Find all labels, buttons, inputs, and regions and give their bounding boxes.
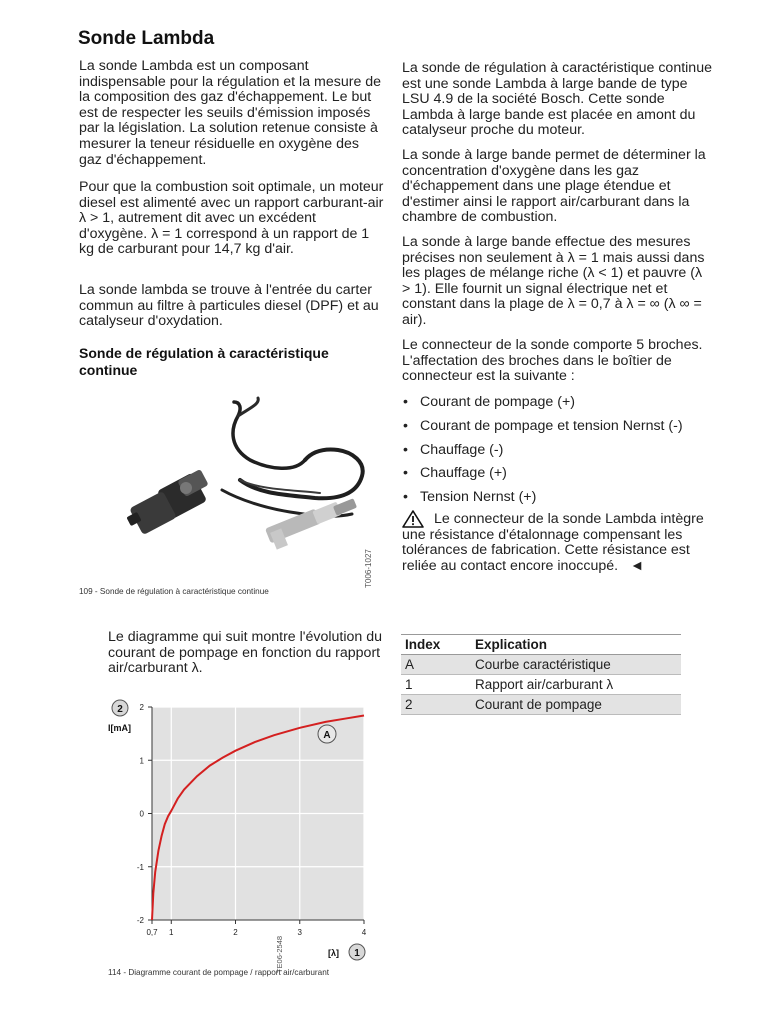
curve-marker-a [318, 725, 336, 743]
location-paragraph: La sonde lambda se trouve à l'entrée du carter commun au filtre à particules diesel (DPF) et au catalyseur d'oxydation. [79, 282, 379, 330]
x-axis-marker [349, 944, 365, 960]
right-paragraph-1: La sonde de régulation à caractéristique continue est une sonde Lambda à large bande de type LSU 4.9 de la société Bosch. Cette sonde Lambda à large bande est placée en amont du catalyseur proche du moteur. [402, 60, 712, 139]
list-item: • Courant de pompage et tension Nernst (-) [402, 417, 722, 441]
diagram-figure-code: TE06-2548 [275, 935, 285, 974]
pump-current-chart [100, 690, 400, 990]
y-axis-marker [112, 700, 128, 716]
figure-code: T006-1027 [363, 549, 373, 588]
table-row [401, 655, 681, 675]
lambda-sensor-figure [90, 390, 390, 590]
x-tick-label: 0,7 [146, 928, 158, 937]
table-header-index: Index [401, 635, 475, 655]
y-tick-label: 2 [139, 703, 144, 712]
table-cell: Courbe caractéristique [475, 655, 681, 675]
right-paragraph-4: Le connecteur de la sonde comporte 5 broches. L'affectation des broches dans le boîtier de connecteur est la suivante : [402, 337, 703, 385]
page-title: Sonde Lambda [78, 28, 215, 49]
pin-list [402, 393, 722, 512]
x-tick-label: 1 [169, 928, 174, 937]
combustion-paragraph: Pour que la combustion soit optimale, un moteur diesel est alimenté avec un rapport carburant-air λ > 1, autrement dit avec un excédent d'oxygène. λ = 1 correspond à un rapport de 1 kg de carburant pour 14,7 kg d'air. [79, 179, 384, 258]
x-axis [146, 920, 366, 937]
x-tick-label: 4 [361, 928, 367, 937]
table-cell: Courant de pompage [475, 695, 681, 715]
x-tick-label: 2 [233, 928, 238, 937]
table-header-explication: Explication [475, 635, 681, 655]
y-tick-label: -2 [136, 916, 144, 925]
section-subheading: Sonde de régulation à caractéristique continue [79, 345, 329, 378]
list-item: • Tension Nernst (+) [402, 488, 722, 512]
right-paragraph-2: La sonde à large bande permet de déterminer la concentration d'oxygène dans les gaz d'échappement dans une plage étendue et d'estimer ainsi le rapport air/carburant dans la chambre de combustion. [402, 147, 706, 226]
right-paragraph-3: La sonde à large bande effectue des mesures précises non seulement à λ = 1 mais aussi dans les plages de mélange riche (λ < 1) et pauvre (λ > 1). Elle fournit un signal électrique net et constant dans la plage de λ = 0,7 à λ = ∞ (λ ∞ = air). [402, 234, 705, 328]
end-marker: ◄ [629, 557, 644, 574]
y-axis-title: I[mA] [108, 723, 131, 733]
x-axis-title: [λ] [328, 948, 339, 958]
index-table [401, 634, 681, 715]
y-axis [137, 703, 152, 925]
figure-caption: 109 - Sonde de régulation à caractéristique continue [79, 587, 269, 596]
y-tick-label: -1 [136, 862, 144, 872]
table-row [401, 695, 681, 715]
warning-paragraph [402, 512, 712, 574]
table-cell: A [401, 655, 475, 675]
table-cell: 2 [401, 695, 475, 715]
diagram-intro: Le diagramme qui suit montre l'évolution du courant de pompage en fonction du rapport air/carburant λ. [108, 629, 382, 677]
y-tick-label: 0 [139, 809, 144, 819]
y-marker-label: 2 [117, 704, 123, 715]
list-item: • Chauffage (+) [402, 464, 722, 488]
curve-label: A [323, 730, 331, 741]
list-item: • Chauffage (-) [402, 441, 722, 465]
table-cell: Rapport air/carburant λ [475, 675, 681, 695]
diagram-caption: 114 - Diagramme courant de pompage / rapport air/carburant [108, 968, 330, 977]
list-item: • Courant de pompage (+) [402, 393, 722, 417]
x-marker-label: 1 [354, 948, 360, 959]
table-cell: 1 [401, 675, 475, 695]
x-tick-label: 3 [297, 928, 302, 937]
table-row [401, 675, 681, 695]
sensor-cable [222, 398, 363, 516]
y-tick-label: 1 [139, 756, 144, 766]
connector-plug [126, 469, 208, 535]
warning-text: Le connecteur de la sonde Lambda intègre une résistance d'étalonnage compensant les tolérances de fabrication. Cette résistance est reliée au contact encore inoccupé. [402, 511, 704, 574]
sensor-probe [265, 498, 357, 549]
intro-paragraph: La sonde Lambda est un composant indispensable pour la régulation et la mesure de la composition des gaz d'échappement. Le but est de respecter les seuils d'émission imposés par la législation. La solution retenue consiste à mesurer la teneur résiduelle en oxygène des gaz d'échappement. [79, 58, 382, 168]
